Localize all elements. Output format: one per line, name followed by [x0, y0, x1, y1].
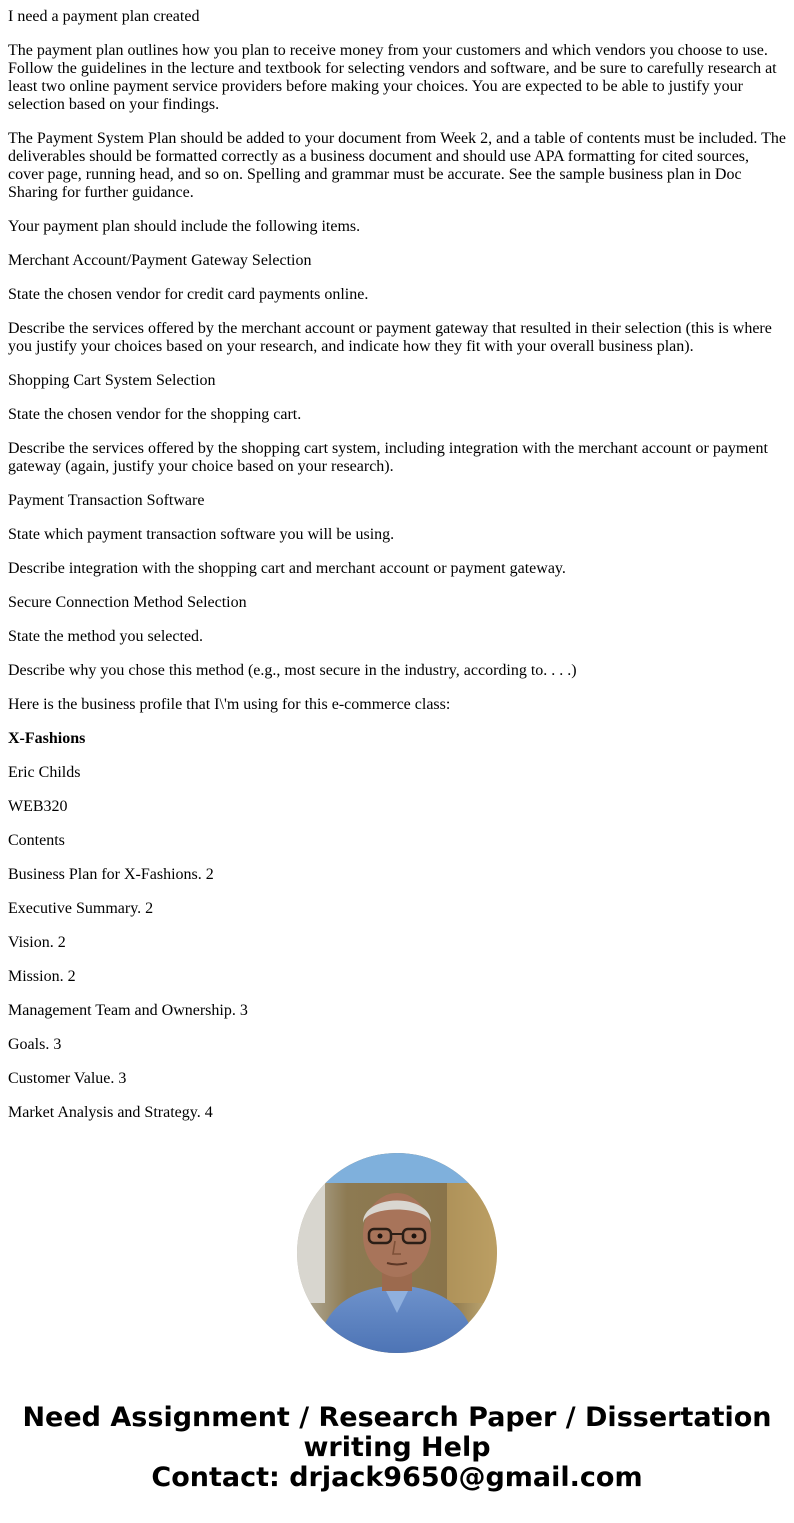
cart-item-1: State the chosen vendor for the shopping cart.: [8, 406, 302, 423]
section-heading-secure: Secure Connection Method Selection: [8, 594, 247, 611]
requirements-paragraph: The Payment System Plan should be added to your document from Week 2, and a table of contents must be included. The deliverables should be formatted correctly as a business document and should use APA formatting for cited sources, cover page, running head, and so on. Spelling and grammar must be accurate. See the sample business plan in Doc Sharing for further guidance.: [8, 130, 786, 201]
toc-entry: Business Plan for X-Fashions. 2: [8, 866, 214, 883]
profile-intro: Here is the business profile that I\'m using for this e-commerce class:: [8, 696, 451, 713]
promo-line-2: writing Help: [303, 1432, 491, 1463]
promo-banner: [0, 1403, 794, 1493]
toc-entry: Executive Summary. 2: [8, 900, 154, 917]
toc-entry: Management Team and Ownership. 3: [8, 1002, 248, 1019]
secure-item-1: State the method you selected.: [8, 628, 204, 645]
profile-photo: [297, 1153, 497, 1353]
toc-entry: Mission. 2: [8, 968, 76, 985]
merchant-item-2: Describe the services offered by the merchant account or payment gateway that resulted in their selection (this is where you justify your choices based on your research, and indicate how they fit with your overall business plan).: [8, 320, 772, 355]
cart-item-2: Describe the services offered by the shopping cart system, including integration with the merchant account or payment gateway (again, justify your choice based on your research).: [8, 440, 768, 475]
request-line: I need a payment plan created: [8, 8, 200, 25]
person-photo-icon: [297, 1153, 497, 1353]
toc-entry: Vision. 2: [8, 934, 66, 951]
intro-paragraph: The payment plan outlines how you plan to receive money from your customers and which vendors you choose to use. Follow the guidelines in the lecture and textbook for selecting vendors and software, and be sure to carefully research at least two online payment service providers before making your choices. You are expected to be able to justify your selection based on your findings.: [8, 42, 777, 113]
assignment-document: [8, 8, 786, 1122]
toc-entry: Customer Value. 3: [8, 1070, 127, 1087]
software-item-1: State which payment transaction software you will be using.: [8, 526, 395, 543]
toc-entry: Market Analysis and Strategy. 4: [8, 1104, 213, 1121]
merchant-item-1: State the chosen vendor for credit card payments online.: [8, 286, 369, 303]
promo-contact: Contact: drjack9650@gmail.com: [151, 1462, 643, 1493]
business-name: X-Fashions: [8, 730, 86, 747]
course-code: WEB320: [8, 798, 68, 815]
section-heading-cart: Shopping Cart System Selection: [8, 372, 216, 389]
author-name: Eric Childs: [8, 764, 81, 781]
section-heading-software: Payment Transaction Software: [8, 492, 205, 509]
toc-entry: Goals. 3: [8, 1036, 62, 1053]
promo-line-1: Need Assignment / Research Paper / Dissertation: [22, 1402, 772, 1433]
secure-item-2: Describe why you chose this method (e.g., most secure in the industry, according to. . . .): [8, 662, 577, 679]
section-heading-merchant: Merchant Account/Payment Gateway Selection: [8, 252, 312, 269]
items-intro: Your payment plan should include the following items.: [8, 218, 361, 235]
software-item-2: Describe integration with the shopping cart and merchant account or payment gateway.: [8, 560, 566, 577]
contents-heading: Contents: [8, 832, 65, 849]
